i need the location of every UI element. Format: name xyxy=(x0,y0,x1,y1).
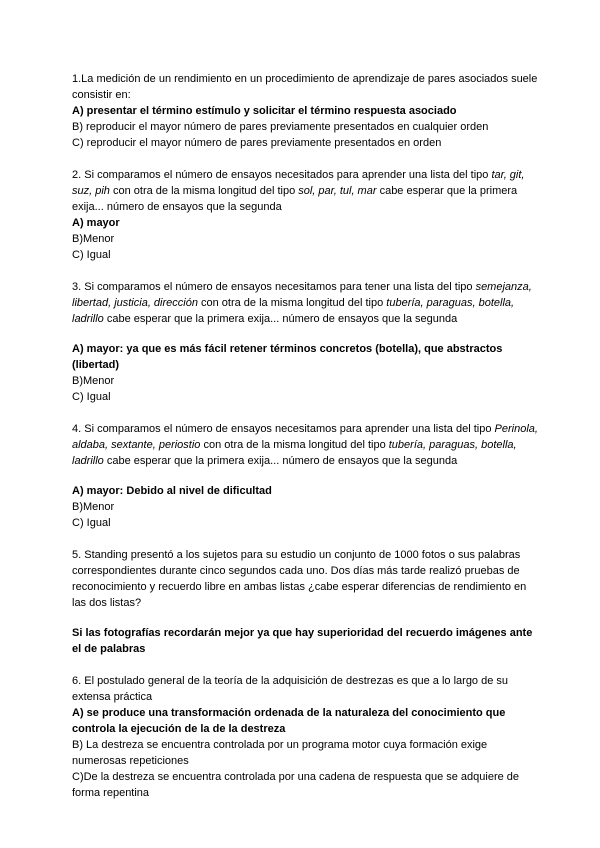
question-3-stem-text-1: 3. Si comparamos el número de ensayos necesitamos para tener una lista del tipo xyxy=(72,281,476,293)
question-2-option-b: B)Menor xyxy=(72,233,115,245)
question-2-stem-text-2: con otra de la misma longitud del tipo xyxy=(109,185,299,197)
question-3-stem-text-2: con otra de la misma longitud del tipo xyxy=(197,297,387,309)
question-2-stem-italic-1: tar, git, suz, pih xyxy=(72,169,525,197)
question-5 xyxy=(72,547,542,657)
question-6-option-c: C)De la destreza se encuentra controlada por una cadena de respuesta que se adquiere de forma repentina xyxy=(72,771,520,799)
question-5-answer: Si las fotografías recordarán mejor ya que hay superioridad del recuerdo imágenes ante el de palabras xyxy=(72,627,533,655)
question-4-stem xyxy=(72,421,542,469)
question-3-stem xyxy=(72,279,542,327)
question-3-option-c: C) Igual xyxy=(72,391,111,403)
question-1-option-a: A) presentar el término estímulo y solicitar el término respuesta asociado xyxy=(72,105,457,117)
question-6-stem: 6. El postulado general de la teoría de la adquisición de destrezas es que a lo largo de su extensa práctica xyxy=(72,675,509,703)
question-6-option-b: B) La destreza se encuentra controlada por un programa motor cuya formación exige numerosas repeticiones xyxy=(72,739,488,767)
question-2-option-c: C) Igual xyxy=(72,249,111,261)
question-4-stem-text-2: con otra de la misma longitud del tipo xyxy=(200,439,389,451)
question-1-option-c: C) reproducir el mayor número de pares previamente presentados en orden xyxy=(72,137,442,149)
question-6 xyxy=(72,673,542,801)
question-4-stem-text-3: cabe esperar que la primera exija... número de ensayos que la segunda xyxy=(103,455,458,467)
question-1 xyxy=(72,71,542,151)
question-3-stem-text-3: cabe esperar que la primera exija... número de ensayos que la segunda xyxy=(103,313,458,325)
question-3-option-b: B)Menor xyxy=(72,375,115,387)
question-4-stem-italic-2: tubería, paraguas, botella, ladrillo xyxy=(72,439,517,467)
question-2-stem xyxy=(72,167,542,215)
question-2-stem-text-1: 2. Si comparamos el número de ensayos necesitados para aprender una lista del tipo xyxy=(72,169,492,181)
question-2 xyxy=(72,167,542,263)
question-6-option-a: A) se produce una transformación ordenada de la naturaleza del conocimiento que controla la ejecución de la de la destreza xyxy=(72,707,506,735)
question-1-option-b: B) reproducir el mayor número de pares previamente presentados en cualquier orden xyxy=(72,121,489,133)
question-4-option-b: B)Menor xyxy=(72,501,115,513)
question-3-stem-italic-1: semejanza, libertad, justicia, dirección xyxy=(72,281,532,309)
question-2-option-a: A) mayor xyxy=(72,217,120,229)
question-5-stem: 5. Standing presentó a los sujetos para su estudio un conjunto de 1000 fotos o sus palabras correspondientes durante cinco segundos cada uno. Dos días más tarde realizó pruebas de reconocimiento y recuerdo libre en ambas listas ¿cabe esperar diferencias de rendimiento en las dos listas? xyxy=(72,549,527,609)
question-4 xyxy=(72,421,542,531)
question-3-stem-italic-2: tubería, paraguas, botella, ladrillo xyxy=(72,297,515,325)
question-2-stem-italic-2: sol, par, tul, mar xyxy=(298,185,377,197)
question-2-stem-text-3: cabe esperar que la primera exija... número de ensayos que la segunda xyxy=(72,185,518,213)
question-1-stem: 1.La medición de un rendimiento en un procedimiento de aprendizaje de pares asociados suele consistir en: xyxy=(72,73,538,101)
question-3-option-a: A) mayor: ya que es más fácil retener términos concretos (botella), que abstractos (libertad) xyxy=(72,343,503,371)
question-4-stem-text-1: 4. Si comparamos el número de ensayos necesitamos para aprender una lista del tipo xyxy=(72,423,495,435)
question-3 xyxy=(72,279,542,405)
question-4-stem-italic-1: Perinola, aldaba, sextante, periostio xyxy=(72,423,538,451)
question-4-option-a: A) mayor: Debido al nivel de dificultad xyxy=(72,485,272,497)
question-4-option-c: C) Igual xyxy=(72,517,111,529)
document-body xyxy=(72,71,542,801)
